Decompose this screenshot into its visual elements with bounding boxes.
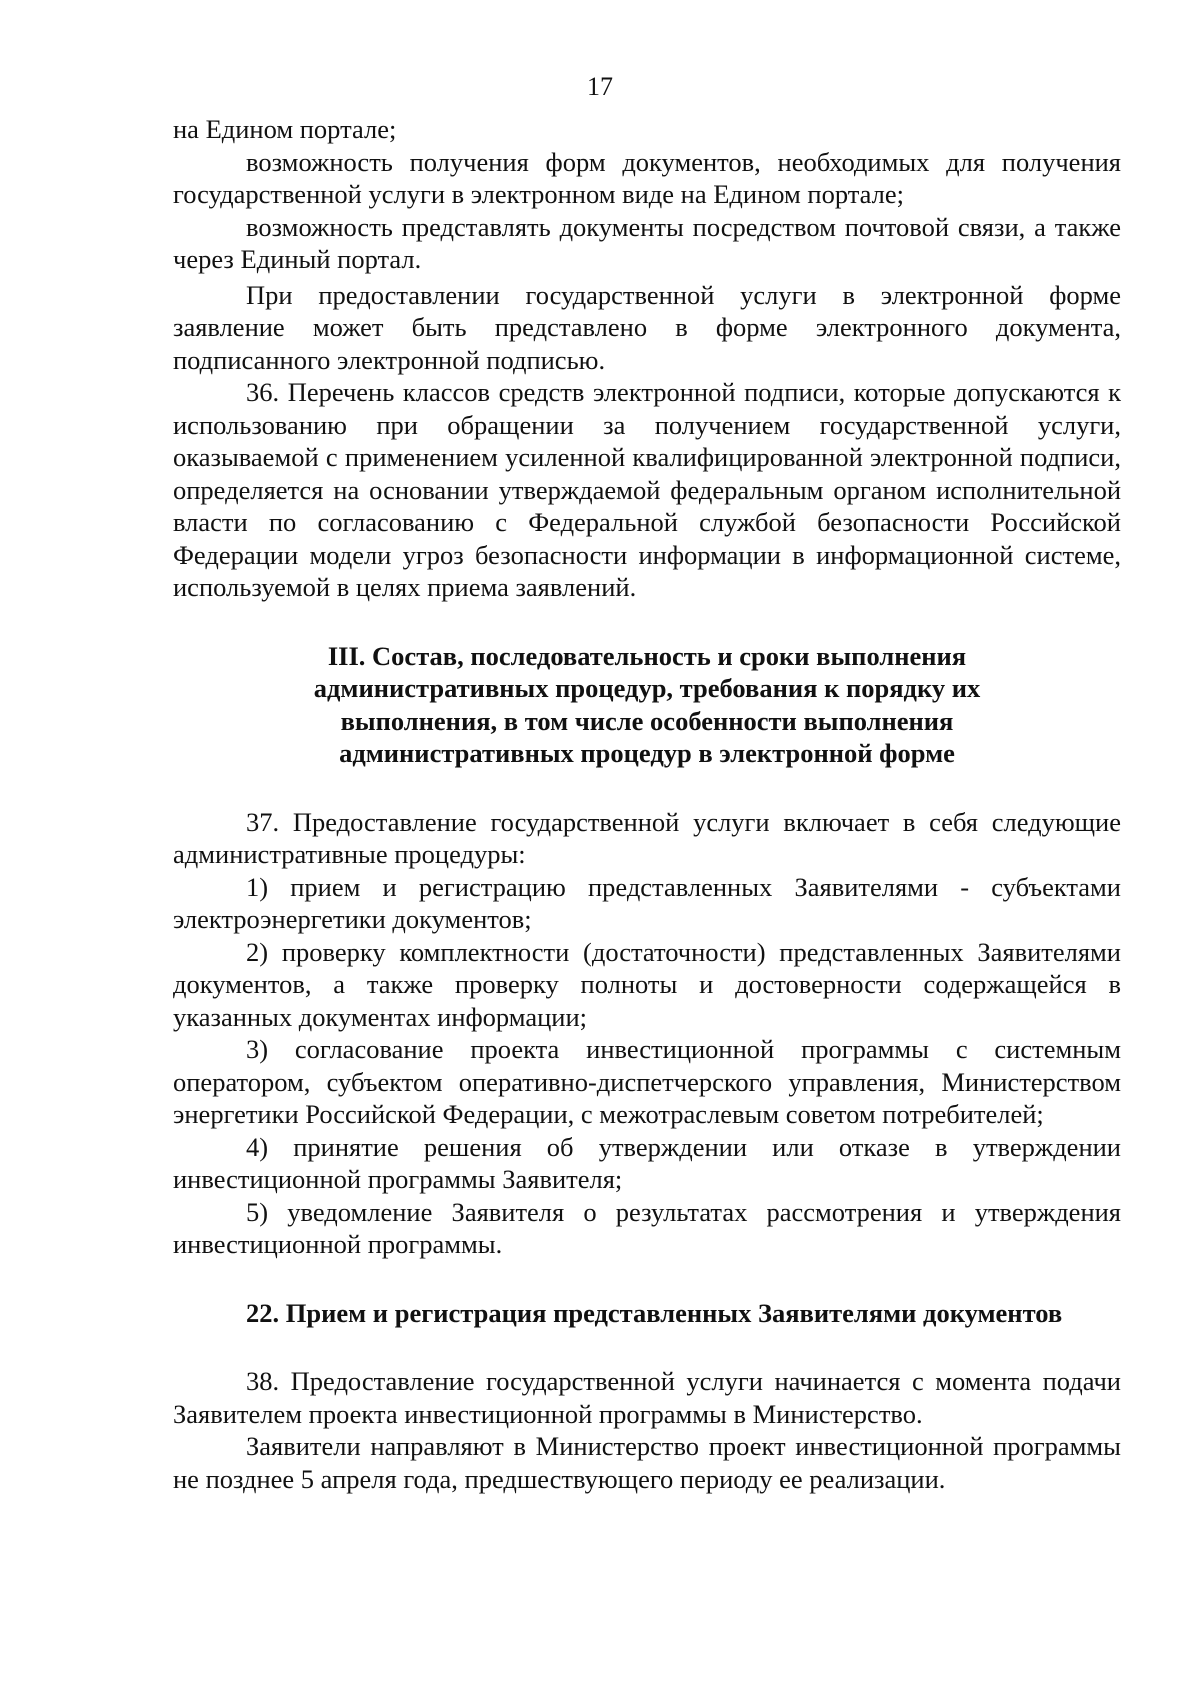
paragraph-38: 38. Предоставление государственной услуги начинается с момента подачи Заявителем проекта инвестиционной программы в Министерство.: [173, 1366, 1121, 1429]
section-heading-line: административных процедур, требования к порядку их: [313, 673, 981, 703]
paragraph: на Едином портале;: [173, 114, 397, 144]
paragraph: При предоставлении государственной услуги в электронной форме заявление может быть представлено в форме электронного документа, подписанного электронной подписью.: [173, 279, 1121, 375]
page-number: 17: [587, 72, 613, 101]
list-item: 4) принятие решения об утверждении или отказе в утверждении инвестиционной программы Заявителя;: [173, 1131, 1121, 1194]
paragraph-37: 37. Предоставление государственной услуги включает в себя следующие административные процедуры:: [173, 806, 1121, 869]
paragraph: возможность представлять документы посредством почтовой связи, а также через Единый портал.: [173, 211, 1121, 274]
section-heading-line: административных процедур в электронной форме: [339, 738, 955, 768]
list-item: 5) уведомление Заявителя о результатах рассмотрения и утверждения инвестиционной программы.: [173, 1196, 1121, 1259]
paragraph: возможность получения форм документов, необходимых для получения государственной услуги в электронном виде на Едином портале;: [173, 146, 1121, 209]
subsection-heading: 22. Прием и регистрация представленных Заявителями документов: [246, 1297, 1063, 1328]
paragraph-36: 36. Перечень классов средств электронной подписи, которые допускаются к использованию при обращении за получением государственной услуги, оказываемой с применением усиленной квалифицированной электронной подписи, определяется на основании утверждаемой федеральным органом исполнительной власти по согласованию с Федеральной службой безопасности Российской Федерации модели угроз безопасности информации в информационной системе, используемой в целях приема заявлений.: [173, 377, 1121, 602]
section-heading-line: III. Состав, последовательность и сроки выполнения: [327, 640, 967, 671]
section-heading: [173, 640, 1121, 770]
document-body: [173, 113, 1121, 1495]
paragraph: Заявители направляют в Министерство проект инвестиционной программы не позднее 5 апреля года, предшествующего периоду ее реализации.: [173, 1431, 1121, 1494]
list-item: 1) прием и регистрацию представленных Заявителями - субъектами электроэнергетики документов;: [173, 871, 1121, 934]
list-item: 2) проверку комплектности (достаточности) представленных Заявителями документов, а также проверку полноты и достоверности содержащейся в указанных документах информации;: [173, 936, 1121, 1032]
section-heading-line: выполнения, в том числе особенности выполнения: [340, 705, 954, 736]
list-item: 3) согласование проекта инвестиционной программы с системным оператором, субъектом оперативно-диспетчерского управления, Министерством энергетики Российской Федерации, с межотраслевым советом потребителей;: [173, 1034, 1121, 1129]
